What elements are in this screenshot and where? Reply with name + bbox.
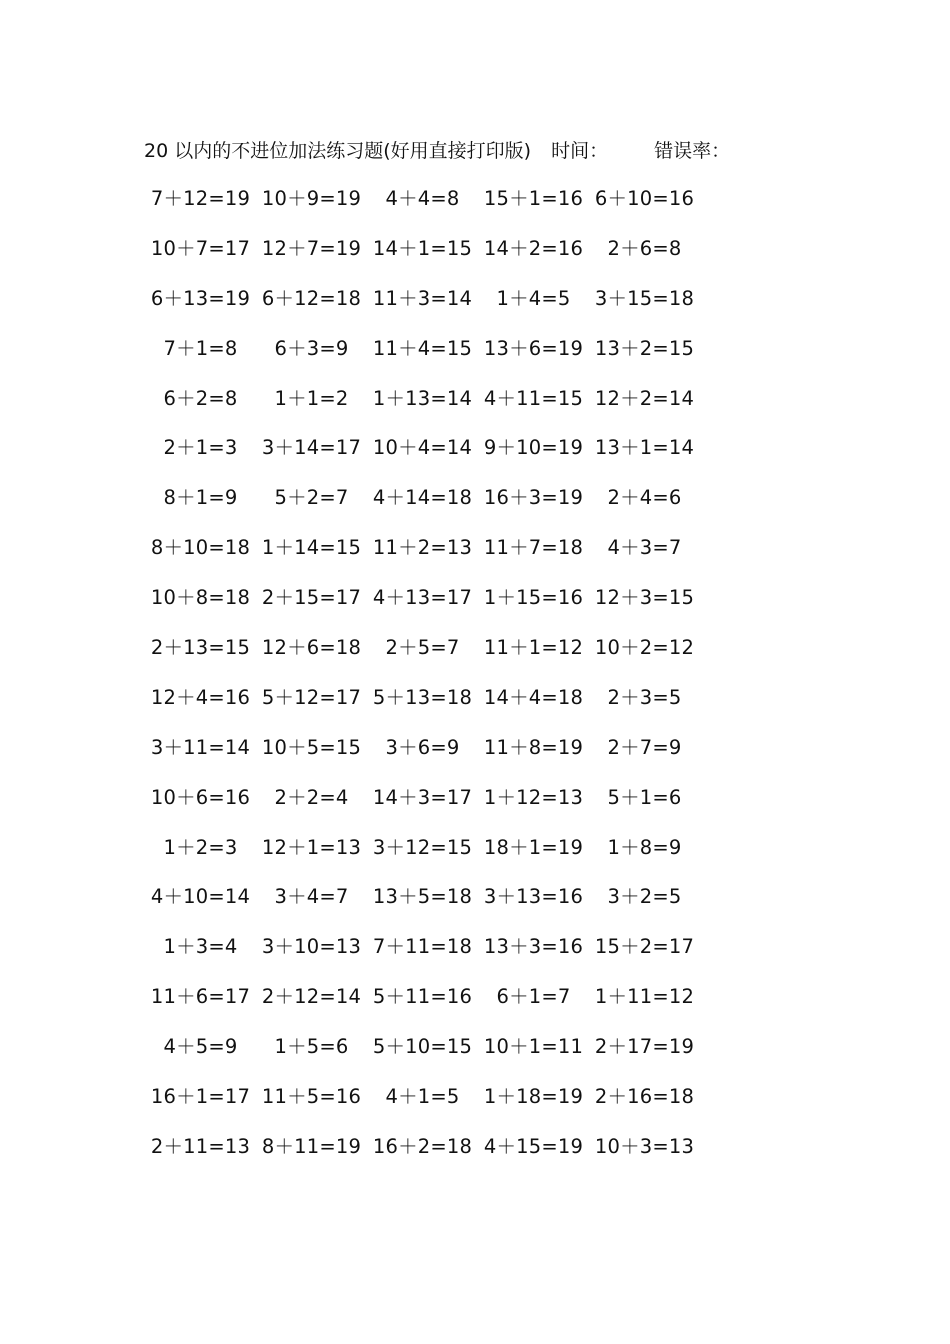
problem-cell: 2＋3=5 — [607, 685, 682, 709]
problem-cell: 4＋15=19 — [483, 1134, 584, 1158]
problem-cell: 1＋13=14 — [372, 386, 473, 410]
problem-cell: 12＋2=14 — [594, 386, 695, 410]
problem-cell: 2＋17=19 — [594, 1035, 695, 1059]
problem-cell: 13＋5=18 — [372, 885, 473, 909]
problem-cell: 10＋3=13 — [594, 1134, 695, 1158]
error-rate-label: 错误率： — [654, 140, 731, 162]
problem-cell: 11＋2=13 — [372, 536, 473, 560]
problem-cell: 10＋5=15 — [261, 735, 362, 759]
problem-cell: 10＋4=14 — [372, 436, 473, 460]
problem-cell: 13＋2=15 — [594, 336, 695, 360]
problem-cell: 3＋14=17 — [261, 436, 362, 460]
problem-cell: 13＋6=19 — [483, 336, 584, 360]
problem-cell: 6＋13=19 — [150, 286, 251, 310]
problem-cell: 1＋14=15 — [261, 536, 362, 560]
problem-cell: 3＋13=16 — [483, 885, 584, 909]
problem-cell: 10＋2=12 — [594, 636, 695, 660]
problem-cell: 2＋7=9 — [607, 735, 682, 759]
problem-cell: 3＋11=14 — [150, 735, 251, 759]
problem-row — [145, 435, 705, 485]
problem-cell: 7＋1=8 — [163, 336, 238, 360]
problem-row — [145, 1084, 705, 1134]
problem-cell: 1＋18=19 — [483, 1085, 584, 1109]
problem-cell: 10＋1=11 — [483, 1035, 584, 1059]
problem-row — [145, 884, 705, 934]
problem-cell: 4＋10=14 — [150, 885, 251, 909]
problem-cell: 1＋2=3 — [163, 835, 238, 859]
problem-cell: 6＋10=16 — [594, 187, 695, 210]
problem-cell: 11＋7=18 — [483, 536, 584, 560]
problem-cell: 18＋1=19 — [483, 835, 584, 859]
problem-cell: 3＋10=13 — [261, 935, 362, 959]
problem-cell: 2＋16=18 — [594, 1085, 695, 1109]
time-label: 时间： — [551, 140, 609, 162]
problem-cell: 1＋8=9 — [607, 835, 682, 859]
problem-cell: 15＋1=16 — [483, 187, 584, 210]
problem-cell: 6＋12=18 — [261, 286, 362, 310]
problem-cell: 12＋4=16 — [150, 685, 251, 709]
problem-cell: 6＋1=7 — [496, 985, 571, 1009]
problem-row — [145, 1134, 705, 1184]
problem-row — [145, 286, 705, 336]
problem-cell: 1＋12=13 — [483, 785, 584, 809]
problem-cell: 4＋14=18 — [372, 486, 473, 510]
problem-cell: 7＋12=19 — [150, 187, 251, 210]
problem-cell: 10＋6=16 — [150, 785, 251, 809]
problem-row — [145, 735, 705, 785]
problem-cell: 5＋2=7 — [274, 486, 349, 510]
problem-cell: 3＋12=15 — [372, 835, 473, 859]
problem-cell: 1＋4=5 — [496, 286, 571, 310]
problem-cell: 2＋1=3 — [163, 436, 238, 460]
problem-cell: 2＋13=15 — [150, 636, 251, 660]
problem-cell: 2＋15=17 — [261, 586, 362, 610]
problem-cell: 12＋7=19 — [261, 236, 362, 260]
problem-cell: 1＋5=6 — [274, 1035, 349, 1059]
problem-cell: 11＋5=16 — [261, 1085, 362, 1109]
problem-cell: 1＋1=2 — [274, 386, 349, 410]
problem-cell: 5＋10=15 — [372, 1035, 473, 1059]
problem-cell: 8＋10=18 — [150, 536, 251, 560]
problem-grid — [145, 186, 705, 1184]
problem-cell: 12＋6=18 — [261, 636, 362, 660]
problem-cell: 3＋4=7 — [274, 885, 349, 909]
problem-cell: 8＋1=9 — [163, 486, 238, 510]
problem-row — [145, 984, 705, 1034]
problem-cell: 10＋9=19 — [261, 187, 362, 210]
problem-cell: 4＋3=7 — [607, 536, 682, 560]
problem-cell: 3＋6=9 — [385, 735, 460, 759]
problem-cell: 14＋2=16 — [483, 236, 584, 260]
problem-cell: 1＋15=16 — [483, 586, 584, 610]
problem-cell: 16＋1=17 — [150, 1085, 251, 1109]
problem-cell: 1＋11=12 — [594, 985, 695, 1009]
problem-cell: 11＋4=15 — [372, 336, 473, 360]
worksheet-header — [144, 138, 730, 164]
problem-cell: 3＋2=5 — [607, 885, 682, 909]
problem-cell: 4＋13=17 — [372, 586, 473, 610]
problem-row — [145, 585, 705, 635]
problem-row — [145, 535, 705, 585]
problem-cell: 9＋10=19 — [483, 436, 584, 460]
problem-cell: 13＋3=16 — [483, 935, 584, 959]
problem-cell: 4＋5=9 — [163, 1035, 238, 1059]
problem-cell: 10＋7=17 — [150, 236, 251, 260]
problem-cell: 8＋11=19 — [261, 1134, 362, 1158]
problem-row — [145, 336, 705, 386]
problem-cell: 5＋13=18 — [372, 685, 473, 709]
problem-cell: 12＋1=13 — [261, 835, 362, 859]
problem-cell: 1＋3=4 — [163, 935, 238, 959]
worksheet-title: 20 以内的不进位加法练习题(好用直接打印版) — [144, 140, 532, 162]
problem-cell: 2＋5=7 — [385, 636, 460, 660]
problem-cell: 5＋12=17 — [261, 685, 362, 709]
problem-cell: 2＋12=14 — [261, 985, 362, 1009]
problem-cell: 15＋2=17 — [594, 935, 695, 959]
problem-cell: 2＋6=8 — [607, 236, 682, 260]
problem-cell: 2＋11=13 — [150, 1134, 251, 1158]
problem-cell: 14＋4=18 — [483, 685, 584, 709]
problem-cell: 7＋11=18 — [372, 935, 473, 959]
problem-row — [145, 1034, 705, 1084]
problem-cell: 4＋1=5 — [385, 1085, 460, 1109]
problem-cell: 6＋2=8 — [163, 386, 238, 410]
problem-cell: 10＋8=18 — [150, 586, 251, 610]
problem-row — [145, 785, 705, 835]
problem-cell: 16＋2=18 — [372, 1134, 473, 1158]
problem-row — [145, 236, 705, 286]
problem-cell: 11＋3=14 — [372, 286, 473, 310]
problem-row — [145, 934, 705, 984]
problem-cell: 14＋1=15 — [372, 236, 473, 260]
problem-cell: 6＋3=9 — [274, 336, 349, 360]
problem-cell: 2＋4=6 — [607, 486, 682, 510]
problem-row — [145, 685, 705, 735]
problem-row — [145, 835, 705, 885]
problem-cell: 11＋6=17 — [150, 985, 251, 1009]
problem-cell: 4＋11=15 — [483, 386, 584, 410]
problem-cell: 4＋4=8 — [385, 187, 460, 210]
problem-cell: 5＋1=6 — [607, 785, 682, 809]
problem-row — [145, 386, 705, 436]
problem-row — [145, 186, 705, 236]
problem-cell: 11＋1=12 — [483, 636, 584, 660]
problem-cell: 5＋11=16 — [372, 985, 473, 1009]
problem-cell: 2＋2=4 — [274, 785, 349, 809]
problem-row — [145, 635, 705, 685]
problem-cell: 11＋8=19 — [483, 735, 584, 759]
problem-cell: 14＋3=17 — [372, 785, 473, 809]
problem-cell: 3＋15=18 — [594, 286, 695, 310]
problem-cell: 13＋1=14 — [594, 436, 695, 460]
problem-cell: 12＋3=15 — [594, 586, 695, 610]
problem-cell: 16＋3=19 — [483, 486, 584, 510]
problem-row — [145, 485, 705, 535]
